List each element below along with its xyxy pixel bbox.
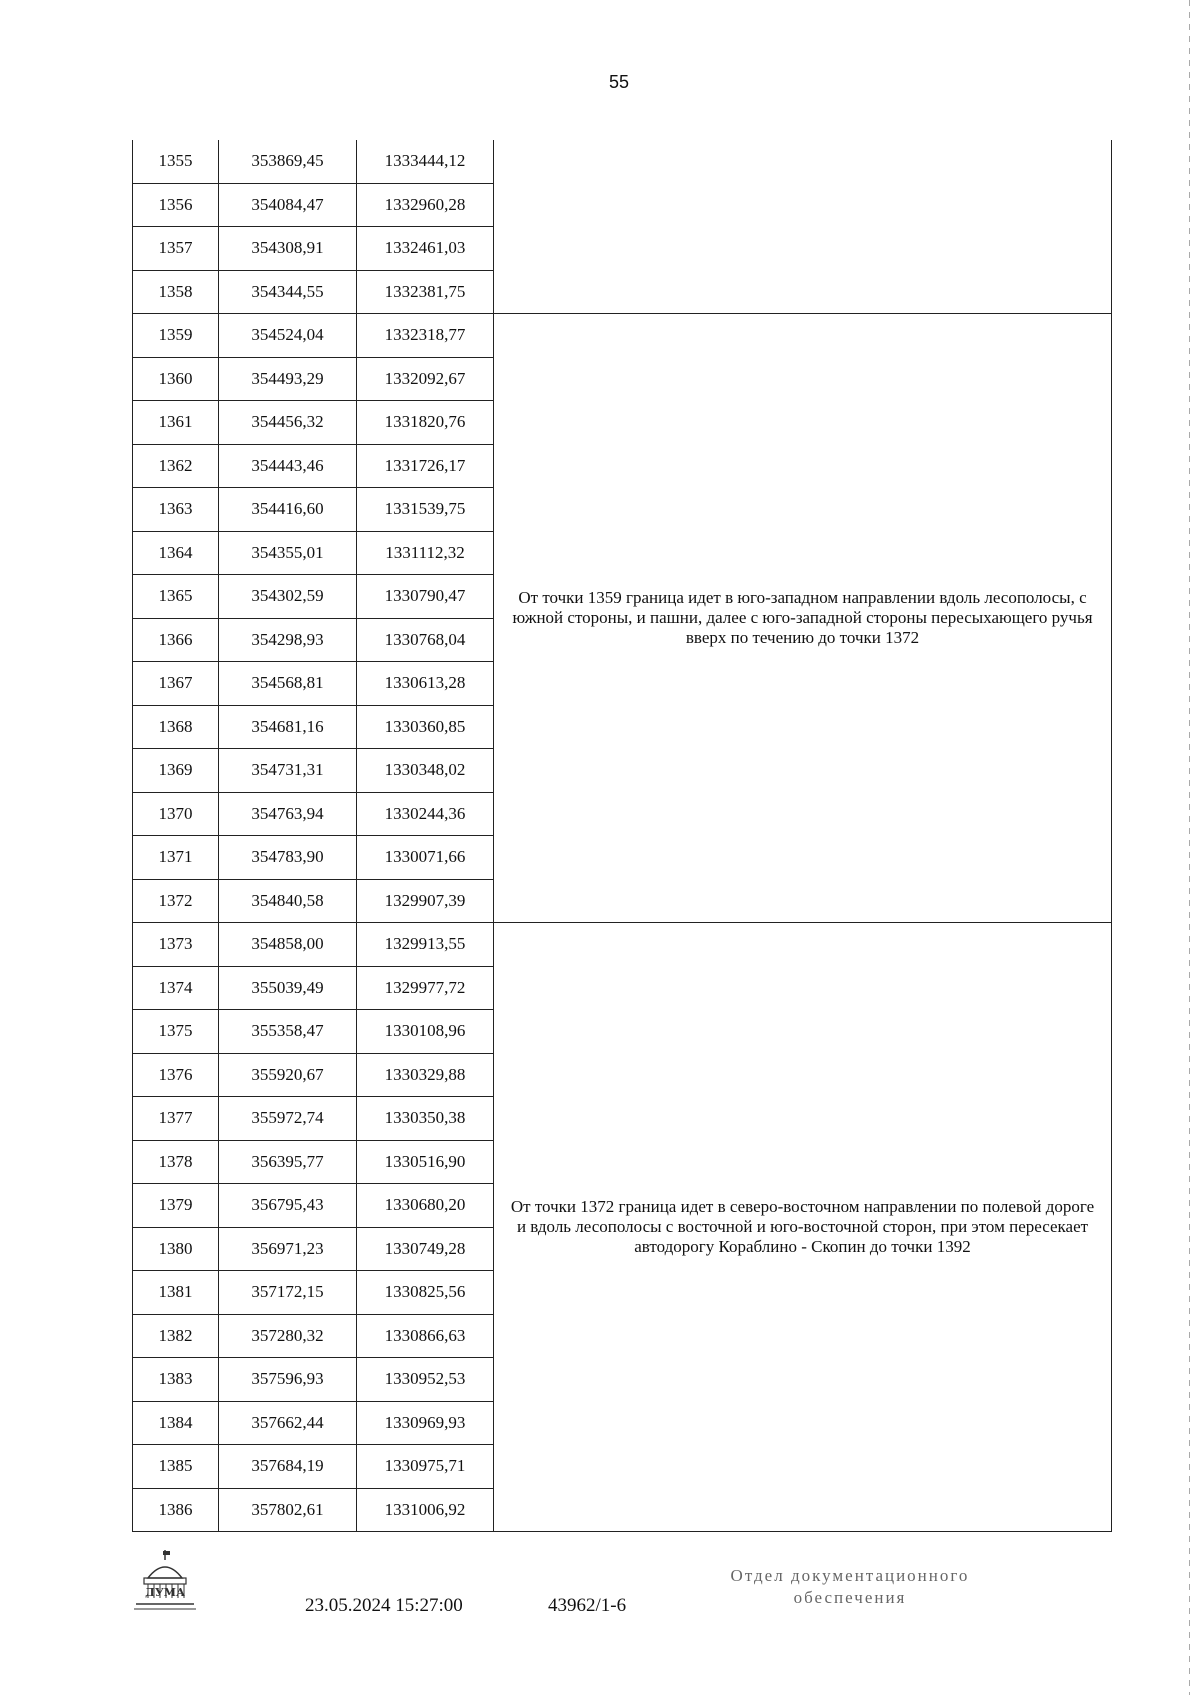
- x-coordinate-cell: 356795,43: [219, 1184, 357, 1228]
- x-coordinate-cell: 354524,04: [219, 314, 357, 358]
- y-coordinate-cell: 1330975,71: [357, 1445, 494, 1489]
- x-coordinate-cell: 357596,93: [219, 1358, 357, 1402]
- point-number-cell: 1366: [133, 618, 219, 662]
- point-number-cell: 1359: [133, 314, 219, 358]
- x-coordinate-cell: 354355,01: [219, 531, 357, 575]
- point-number-cell: 1376: [133, 1053, 219, 1097]
- point-number-cell: 1377: [133, 1097, 219, 1141]
- page-number: 55: [608, 72, 630, 92]
- department-stamp: [700, 1565, 1000, 1609]
- y-coordinate-cell: 1330360,85: [357, 705, 494, 749]
- point-number-cell: 1368: [133, 705, 219, 749]
- y-coordinate-cell: 1332461,03: [357, 227, 494, 271]
- y-coordinate-cell: 1332092,67: [357, 357, 494, 401]
- y-coordinate-cell: 1331820,76: [357, 401, 494, 445]
- y-coordinate-cell: 1329907,39: [357, 879, 494, 923]
- y-coordinate-cell: 1330613,28: [357, 662, 494, 706]
- point-number-cell: 1355: [133, 140, 219, 183]
- x-coordinate-cell: 354681,16: [219, 705, 357, 749]
- y-coordinate-cell: 1330348,02: [357, 749, 494, 793]
- y-coordinate-cell: 1330071,66: [357, 836, 494, 880]
- y-coordinate-cell: 1330790,47: [357, 575, 494, 619]
- y-coordinate-cell: 1330749,28: [357, 1227, 494, 1271]
- y-coordinate-cell: 1329913,55: [357, 923, 494, 967]
- y-coordinate-cell: 1330516,90: [357, 1140, 494, 1184]
- point-number-cell: 1374: [133, 966, 219, 1010]
- x-coordinate-cell: 355972,74: [219, 1097, 357, 1141]
- point-number-cell: 1378: [133, 1140, 219, 1184]
- x-coordinate-cell: 354308,91: [219, 227, 357, 271]
- point-number-cell: 1379: [133, 1184, 219, 1228]
- y-coordinate-cell: 1332960,28: [357, 183, 494, 227]
- point-number-cell: 1363: [133, 488, 219, 532]
- point-number-cell: 1381: [133, 1271, 219, 1315]
- x-coordinate-cell: 354416,60: [219, 488, 357, 532]
- y-coordinate-cell: 1330108,96: [357, 1010, 494, 1054]
- table-row: [133, 923, 1112, 967]
- page-edge-rule: [1189, 0, 1190, 1695]
- point-number-cell: 1380: [133, 1227, 219, 1271]
- point-number-cell: 1369: [133, 749, 219, 793]
- x-coordinate-cell: 354840,58: [219, 879, 357, 923]
- coordinates-table: [132, 140, 1112, 1532]
- point-number-cell: 1367: [133, 662, 219, 706]
- y-coordinate-cell: 1329977,72: [357, 966, 494, 1010]
- footer-doc-number: 43962/1-6: [548, 1595, 627, 1616]
- footer-date: 23.05.2024 15:27:00: [305, 1595, 463, 1616]
- duma-logo: [130, 1548, 200, 1616]
- point-number-cell: 1361: [133, 401, 219, 445]
- x-coordinate-cell: 357684,19: [219, 1445, 357, 1489]
- point-number-cell: 1373: [133, 923, 219, 967]
- x-coordinate-cell: 357280,32: [219, 1314, 357, 1358]
- y-coordinate-cell: 1330329,88: [357, 1053, 494, 1097]
- x-coordinate-cell: 354783,90: [219, 836, 357, 880]
- point-number-cell: 1364: [133, 531, 219, 575]
- y-coordinate-cell: 1330350,38: [357, 1097, 494, 1141]
- y-coordinate-cell: 1331726,17: [357, 444, 494, 488]
- point-number-cell: 1371: [133, 836, 219, 880]
- x-coordinate-cell: 357802,61: [219, 1488, 357, 1532]
- x-coordinate-cell: 353869,45: [219, 140, 357, 183]
- y-coordinate-cell: 1333444,12: [357, 140, 494, 183]
- boundary-description: От точки 1359 граница идет в юго-западном направлении вдоль лесополосы, с южной стороны, и пашни, далее с юго-западной стороны пересыхающего ручья вверх по течению до точки 1372: [494, 314, 1112, 923]
- x-coordinate-cell: 354568,81: [219, 662, 357, 706]
- point-number-cell: 1358: [133, 270, 219, 314]
- x-coordinate-cell: 355358,47: [219, 1010, 357, 1054]
- stamp-line-1: Отдел документационного: [730, 1566, 970, 1585]
- y-coordinate-cell: 1330952,53: [357, 1358, 494, 1402]
- x-coordinate-cell: 354344,55: [219, 270, 357, 314]
- x-coordinate-cell: 354858,00: [219, 923, 357, 967]
- description-cell-empty: [494, 140, 1112, 314]
- y-coordinate-cell: 1330825,56: [357, 1271, 494, 1315]
- table-row: [133, 314, 1112, 358]
- point-number-cell: 1383: [133, 1358, 219, 1402]
- y-coordinate-cell: 1331006,92: [357, 1488, 494, 1532]
- x-coordinate-cell: 354456,32: [219, 401, 357, 445]
- x-coordinate-cell: 354731,31: [219, 749, 357, 793]
- x-coordinate-cell: 354298,93: [219, 618, 357, 662]
- boundary-description: От точки 1372 граница идет в северо-восточном направлении по полевой дороге и вдоль лесополосы с восточной и юго-восточной сторон, при этом пересекает автодорогу Кораблино - Скопин до точки 1392: [494, 923, 1112, 1532]
- y-coordinate-cell: 1330244,36: [357, 792, 494, 836]
- point-number-cell: 1382: [133, 1314, 219, 1358]
- x-coordinate-cell: 356395,77: [219, 1140, 357, 1184]
- point-number-cell: 1362: [133, 444, 219, 488]
- point-number-cell: 1356: [133, 183, 219, 227]
- x-coordinate-cell: 355039,49: [219, 966, 357, 1010]
- x-coordinate-cell: 354763,94: [219, 792, 357, 836]
- y-coordinate-cell: 1330680,20: [357, 1184, 494, 1228]
- y-coordinate-cell: 1330768,04: [357, 618, 494, 662]
- y-coordinate-cell: 1332381,75: [357, 270, 494, 314]
- y-coordinate-cell: 1331539,75: [357, 488, 494, 532]
- stamp-line-2: обеспечения: [793, 1588, 907, 1607]
- point-number-cell: 1384: [133, 1401, 219, 1445]
- x-coordinate-cell: 354443,46: [219, 444, 357, 488]
- y-coordinate-cell: 1330866,63: [357, 1314, 494, 1358]
- point-number-cell: 1372: [133, 879, 219, 923]
- table-row: [133, 140, 1112, 183]
- point-number-cell: 1360: [133, 357, 219, 401]
- x-coordinate-cell: 354493,29: [219, 357, 357, 401]
- x-coordinate-cell: 355920,67: [219, 1053, 357, 1097]
- x-coordinate-cell: 357172,15: [219, 1271, 357, 1315]
- x-coordinate-cell: 357662,44: [219, 1401, 357, 1445]
- logo-text: ДУМА: [145, 1586, 185, 1599]
- point-number-cell: 1357: [133, 227, 219, 271]
- y-coordinate-cell: 1330969,93: [357, 1401, 494, 1445]
- point-number-cell: 1365: [133, 575, 219, 619]
- point-number-cell: 1370: [133, 792, 219, 836]
- x-coordinate-cell: 354084,47: [219, 183, 357, 227]
- point-number-cell: 1385: [133, 1445, 219, 1489]
- x-coordinate-cell: 354302,59: [219, 575, 357, 619]
- point-number-cell: 1375: [133, 1010, 219, 1054]
- point-number-cell: 1386: [133, 1488, 219, 1532]
- x-coordinate-cell: 356971,23: [219, 1227, 357, 1271]
- y-coordinate-cell: 1332318,77: [357, 314, 494, 358]
- y-coordinate-cell: 1331112,32: [357, 531, 494, 575]
